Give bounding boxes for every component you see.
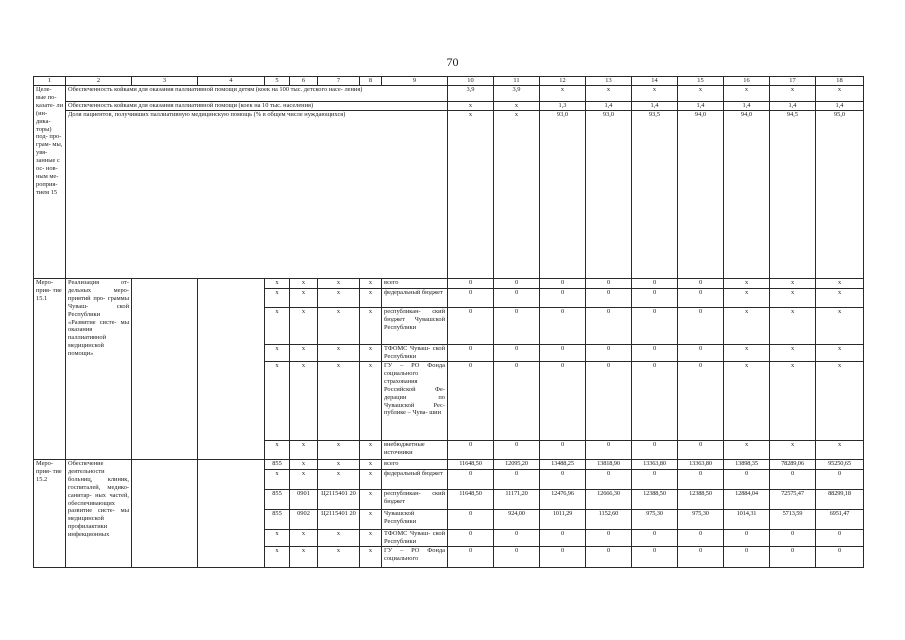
- code-cell: 855: [265, 460, 290, 470]
- code-cell: x: [290, 547, 318, 568]
- indicator-row: [34, 111, 864, 279]
- code-cell: x: [318, 308, 360, 345]
- column-number: 4: [198, 77, 265, 86]
- funding-value: 0: [632, 289, 678, 308]
- code-cell: x: [290, 345, 318, 362]
- funding-value: 0: [724, 470, 770, 490]
- funding-value: 0: [770, 530, 816, 547]
- code-cell: x: [318, 530, 360, 547]
- funding-value: 0: [586, 279, 632, 289]
- funding-value: 0: [494, 345, 540, 362]
- code-cell: x: [318, 362, 360, 441]
- funding-value: 0: [448, 441, 494, 460]
- funding-value: 0: [678, 530, 724, 547]
- page-number: 70: [446, 55, 459, 69]
- funding-value: 0: [540, 441, 586, 460]
- column-number: 15: [678, 77, 724, 86]
- funding-value: 975,30: [632, 510, 678, 530]
- funding-value: 72575,47: [770, 490, 816, 510]
- funding-source: Чувашской Республики: [382, 510, 448, 530]
- funding-source: ГУ – РО Фонда социального: [382, 547, 448, 568]
- funding-value: 0: [678, 289, 724, 308]
- funding-value: 13488,25: [540, 460, 586, 470]
- code-cell: x: [318, 460, 360, 470]
- code-cell: x: [360, 362, 382, 441]
- funding-source: внебюджетные источники: [382, 441, 448, 460]
- code-cell: x: [290, 530, 318, 547]
- funding-value: 0: [632, 547, 678, 568]
- column-number: 5: [265, 77, 290, 86]
- funding-value: 0: [632, 441, 678, 460]
- funding-value: 0: [632, 530, 678, 547]
- funding-value: x: [724, 362, 770, 441]
- funding-value: 0: [678, 470, 724, 490]
- funding-value: 1152,60: [586, 510, 632, 530]
- funding-value: 12388,50: [632, 490, 678, 510]
- funding-value: 0: [678, 441, 724, 460]
- funding-value: 0: [586, 308, 632, 345]
- funding-source: всего: [382, 279, 448, 289]
- funding-value: x: [816, 345, 864, 362]
- funding-value: x: [770, 362, 816, 441]
- funding-source: ТФОМС Чуваш- ской Республики: [382, 530, 448, 547]
- funding-value: 0: [494, 470, 540, 490]
- funding-value: 13818,90: [586, 460, 632, 470]
- funding-value: 975,30: [678, 510, 724, 530]
- code-cell: x: [265, 441, 290, 460]
- funding-value: 0: [632, 308, 678, 345]
- funding-value: x: [724, 345, 770, 362]
- empty-cell: [198, 460, 265, 568]
- indicator-group-label: Целе- вые по- казате- ли (ин- дика- торы) под- про- грам- мы, увя- занные с ос- нов- ным ме- роприя- тием 15: [34, 86, 66, 279]
- funding-value: 0: [494, 547, 540, 568]
- column-number: 12: [540, 77, 586, 86]
- funding-value: 0: [448, 362, 494, 441]
- indicator-value: x: [448, 111, 494, 279]
- code-cell: x: [290, 279, 318, 289]
- indicator-value: 3,9: [494, 86, 540, 102]
- indicator-value: 1,4: [816, 102, 864, 111]
- funding-value: x: [770, 289, 816, 308]
- indicator-value: 1,4: [770, 102, 816, 111]
- code-cell: x: [290, 362, 318, 441]
- code-cell: x: [318, 279, 360, 289]
- funding-value: 0: [586, 547, 632, 568]
- indicator-value: x: [448, 102, 494, 111]
- indicator-value: x: [724, 86, 770, 102]
- code-cell: x: [290, 289, 318, 308]
- funding-value: 13363,80: [678, 460, 724, 470]
- code-cell: x: [318, 547, 360, 568]
- funding-value: 11171,20: [494, 490, 540, 510]
- code-cell: x: [318, 470, 360, 490]
- column-number: 2: [66, 77, 132, 86]
- funding-value: 95250,65: [816, 460, 864, 470]
- funding-value: x: [724, 289, 770, 308]
- column-number: 11: [494, 77, 540, 86]
- funding-source: республикан- ский бюджет Чувашской Республики: [382, 308, 448, 345]
- funding-value: 0: [586, 470, 632, 490]
- indicator-value: 3,9: [448, 86, 494, 102]
- funding-value: 0: [540, 279, 586, 289]
- indicator-value: 95,0: [816, 111, 864, 279]
- funding-value: 0: [816, 530, 864, 547]
- funding-value: x: [816, 279, 864, 289]
- indicator-value: x: [586, 86, 632, 102]
- funding-source: ТФОМС Чуваш- ской Республики: [382, 345, 448, 362]
- code-cell: x: [360, 308, 382, 345]
- indicator-value: 1,4: [632, 102, 678, 111]
- indicator-value: x: [678, 86, 724, 102]
- code-cell: x: [360, 460, 382, 470]
- code-cell: Ц2115401 20: [318, 490, 360, 510]
- code-cell: x: [265, 289, 290, 308]
- funding-value: x: [816, 362, 864, 441]
- indicator-value: 94,0: [724, 111, 770, 279]
- funding-value: 0: [770, 547, 816, 568]
- funding-value: 0: [448, 308, 494, 345]
- measure-name: Обеспечение деятельности больниц, клиник, госпиталей, медико-санитар- ных частей, обеспечивающих развитие систе- мы медицинской профилактики инфекционных: [66, 460, 132, 568]
- indicator-value: x: [632, 86, 678, 102]
- code-cell: x: [265, 530, 290, 547]
- funding-value: 0: [540, 547, 586, 568]
- funding-value: 0: [770, 470, 816, 490]
- code-cell: x: [360, 345, 382, 362]
- funding-value: 0: [632, 345, 678, 362]
- column-number: 3: [132, 77, 198, 86]
- funding-value: 0: [494, 362, 540, 441]
- funding-value: x: [724, 279, 770, 289]
- indicator-row: [34, 102, 864, 111]
- funding-value: x: [770, 279, 816, 289]
- measure-name: Реализация от- дельных меро- приятий про- граммы Чуваш- ской Республики «Развитие систе- мы оказания паллиативной медицинской помощи»: [66, 279, 132, 460]
- empty-cell: [198, 279, 265, 460]
- column-number: 17: [770, 77, 816, 86]
- funding-value: x: [770, 345, 816, 362]
- code-cell: x: [265, 279, 290, 289]
- indicator-value: x: [770, 86, 816, 102]
- funding-value: x: [816, 308, 864, 345]
- funding-source: федеральный бюджет: [382, 470, 448, 490]
- funding-value: 0: [724, 547, 770, 568]
- funding-value: 0: [678, 547, 724, 568]
- column-number-row: [34, 77, 864, 86]
- column-number: 7: [318, 77, 360, 86]
- funding-value: 0: [494, 289, 540, 308]
- code-cell: 0901: [290, 490, 318, 510]
- funding-value: 0: [586, 441, 632, 460]
- funding-value: 0: [494, 441, 540, 460]
- column-number: 18: [816, 77, 864, 86]
- indicator-value: 1,4: [678, 102, 724, 111]
- code-cell: x: [360, 510, 382, 530]
- funding-value: x: [724, 441, 770, 460]
- funding-value: 0: [540, 530, 586, 547]
- funding-value: 0: [816, 547, 864, 568]
- funding-value: 12666,30: [586, 490, 632, 510]
- column-number: 13: [586, 77, 632, 86]
- indicator-value: x: [494, 102, 540, 111]
- funding-value: 0: [632, 279, 678, 289]
- funding-value: x: [770, 441, 816, 460]
- funding-value: 0: [494, 308, 540, 345]
- funding-value: 12476,96: [540, 490, 586, 510]
- funding-value: 0: [540, 470, 586, 490]
- measure-row: [34, 279, 864, 289]
- funding-value: 0: [540, 289, 586, 308]
- indicator-name: Обеспеченность койками для оказания паллиативной помощи (коек на 10 тыс. населения): [66, 102, 448, 111]
- indicator-value: x: [816, 86, 864, 102]
- code-cell: x: [360, 289, 382, 308]
- funding-value: 0: [586, 289, 632, 308]
- funding-value: 0: [586, 345, 632, 362]
- funding-value: 0: [448, 547, 494, 568]
- funding-value: 0: [540, 362, 586, 441]
- funding-value: x: [816, 289, 864, 308]
- funding-value: 0: [448, 289, 494, 308]
- code-cell: x: [318, 345, 360, 362]
- funding-source: республикан- ский бюджет: [382, 490, 448, 510]
- code-cell: x: [290, 441, 318, 460]
- code-cell: 0902: [290, 510, 318, 530]
- code-cell: x: [360, 279, 382, 289]
- indicator-value: x: [540, 86, 586, 102]
- measure-row: [34, 460, 864, 470]
- funding-value: 11648,50: [448, 490, 494, 510]
- funding-value: 13898,35: [724, 460, 770, 470]
- empty-cell: [132, 460, 198, 568]
- funding-source: федеральный бюджет: [382, 289, 448, 308]
- funding-value: 1011,29: [540, 510, 586, 530]
- funding-value: 0: [586, 362, 632, 441]
- funding-value: 0: [448, 279, 494, 289]
- funding-value: 0: [816, 470, 864, 490]
- indicator-value: 1,4: [724, 102, 770, 111]
- column-number: 14: [632, 77, 678, 86]
- funding-value: 12095,20: [494, 460, 540, 470]
- funding-value: 78289,06: [770, 460, 816, 470]
- indicator-value: 93,0: [540, 111, 586, 279]
- funding-value: 0: [448, 345, 494, 362]
- code-cell: x: [290, 308, 318, 345]
- funding-value: 0: [678, 345, 724, 362]
- funding-value: x: [816, 441, 864, 460]
- indicator-value: 94,5: [770, 111, 816, 279]
- code-cell: x: [265, 547, 290, 568]
- funding-value: 1014,31: [724, 510, 770, 530]
- column-number: 10: [448, 77, 494, 86]
- measure-label: Меро- прия- тие 15.2: [34, 460, 66, 568]
- funding-source: ГУ – РО Фонда социального страхования Российской Фе- дерации по Чувашской Рес- публике – Чува- шии: [382, 362, 448, 441]
- funding-value: 0: [494, 279, 540, 289]
- funding-value: 12388,50: [678, 490, 724, 510]
- code-cell: x: [265, 362, 290, 441]
- code-cell: x: [265, 345, 290, 362]
- indicator-value: x: [494, 111, 540, 279]
- funding-value: 5713,59: [770, 510, 816, 530]
- column-number: 16: [724, 77, 770, 86]
- funding-value: 0: [678, 362, 724, 441]
- code-cell: x: [265, 470, 290, 490]
- funding-value: 0: [540, 345, 586, 362]
- code-cell: Ц2115401 20: [318, 510, 360, 530]
- funding-value: 0: [678, 279, 724, 289]
- funding-value: x: [770, 308, 816, 345]
- code-cell: 855: [265, 490, 290, 510]
- funding-value: 0: [632, 470, 678, 490]
- empty-cell: [132, 279, 198, 460]
- funding-value: x: [724, 308, 770, 345]
- funding-value: 0: [678, 308, 724, 345]
- funding-value: 11648,50: [448, 460, 494, 470]
- funding-value: 88299,18: [816, 490, 864, 510]
- budget-table: [33, 76, 864, 568]
- column-number: 1: [34, 77, 66, 86]
- code-cell: 855: [265, 510, 290, 530]
- indicator-value: 93,0: [586, 111, 632, 279]
- code-cell: x: [318, 441, 360, 460]
- code-cell: x: [318, 289, 360, 308]
- indicator-row: [34, 86, 864, 102]
- funding-value: 12884,04: [724, 490, 770, 510]
- funding-value: 0: [586, 530, 632, 547]
- code-cell: x: [360, 441, 382, 460]
- code-cell: x: [360, 470, 382, 490]
- funding-value: 0: [724, 530, 770, 547]
- code-cell: x: [360, 490, 382, 510]
- indicator-value: 1,4: [586, 102, 632, 111]
- indicator-value: 1,3: [540, 102, 586, 111]
- funding-value: 6951,47: [816, 510, 864, 530]
- indicator-value: 94,0: [678, 111, 724, 279]
- indicator-name: Доля пациентов, получивших паллиативную медицинскую помощь (% в общем числе нуждающихся): [66, 111, 448, 279]
- funding-value: 0: [448, 510, 494, 530]
- column-number: 6: [290, 77, 318, 86]
- code-cell: x: [360, 530, 382, 547]
- code-cell: x: [290, 460, 318, 470]
- measure-label: Меро- прия- тие 15.1: [34, 279, 66, 460]
- funding-value: 13363,80: [632, 460, 678, 470]
- indicator-value: 93,5: [632, 111, 678, 279]
- funding-source: всего: [382, 460, 448, 470]
- funding-value: 0: [540, 308, 586, 345]
- funding-value: 0: [448, 530, 494, 547]
- funding-value: 0: [494, 530, 540, 547]
- code-cell: x: [290, 470, 318, 490]
- column-number: 8: [360, 77, 382, 86]
- funding-value: 924,00: [494, 510, 540, 530]
- indicator-name: Обеспеченность койками для оказания паллиативной помощи детям (коек на 100 тыс. детского насе- ления): [66, 86, 448, 102]
- code-cell: x: [265, 308, 290, 345]
- column-number: 9: [382, 77, 448, 86]
- funding-value: 0: [632, 362, 678, 441]
- code-cell: x: [360, 547, 382, 568]
- funding-value: 0: [448, 470, 494, 490]
